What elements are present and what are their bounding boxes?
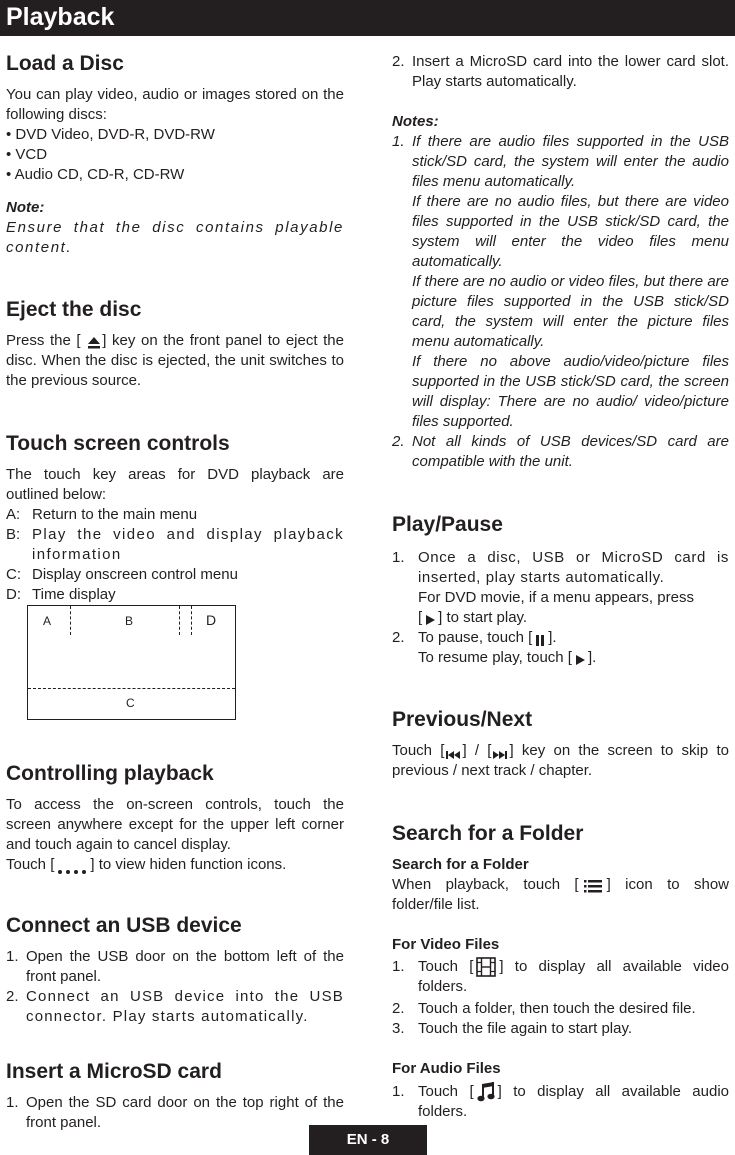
diagram-label-a: A xyxy=(43,614,52,628)
controlling-text: To access the on-screen controls, touch the screen anywhere except for the upper left corner and touch again to cancel display. xyxy=(6,796,344,853)
microsd-step: 1. Open the SD card door on the top right of the front panel. xyxy=(6,1094,344,1131)
heading-eject-disc: Eject the disc xyxy=(6,298,142,321)
video-step: 1. Touch [ ] to display all available video folders. xyxy=(392,958,729,996)
heading-insert-microsd: Insert a MicroSD card xyxy=(6,1060,222,1083)
note-paragraph: Not all kinds of USB devices/SD card are compatible with the unit. xyxy=(412,433,729,470)
controlling-touch-text: Touch [ ] to view hiden function icons. xyxy=(6,856,287,873)
play-icon xyxy=(424,612,436,624)
note-item: 1. If there are audio files supported in the USB stick/SD card, the system will enter the audio files menu automatically. If there are no audio files, but there are video files supported in the USB stick/SD card, the system will enter the video files menu automatically. If there are no audio or video files, but there are picture files supported in the USB stick/SD card, the system will enter the picture files menu automatically. If there no above audio/video/picture files supported in the USB stick/SD card, the screen will display: There are no audio/ video/picture files supported. xyxy=(392,133,729,430)
eject-text: Press the [ ] key on the front panel to eject the disc. When the disc is ejected, the unit switches to the previous source. xyxy=(6,332,344,389)
video-step: 2. Touch a folder, then touch the desired file. xyxy=(392,1000,696,1017)
audio-files-heading: For Audio Files xyxy=(392,1060,501,1077)
touch-intro: The touch key areas for DVD playback are outlined below: xyxy=(6,466,344,503)
diagram-label-c: C xyxy=(126,696,135,710)
note-paragraph: If there are no audio files, but there are video files supported in the USB stick/SD card, the system will enter the video files menu automatically. xyxy=(412,193,729,270)
page-header xyxy=(0,0,735,36)
list-icon xyxy=(584,879,602,892)
load-disc-intro: You can play video, audio or images stored on the following discs: xyxy=(6,86,344,123)
music-note-icon xyxy=(477,1082,495,1102)
pause-icon xyxy=(534,632,546,644)
heading-connect-usb: Connect an USB device xyxy=(6,914,242,937)
disc-type-item: • DVD Video, DVD-R, DVD-RW xyxy=(6,126,215,143)
page-number: EN - 8 xyxy=(309,1125,427,1155)
touch-area-item: B: Play the video and display playback information xyxy=(6,526,344,563)
previous-next-text: Touch [ ] / [ ] key on the screen to skip to previous / next track / chapter. xyxy=(392,742,729,779)
diagram-label-d: D xyxy=(206,612,217,628)
touch-area-item: A: Return to the main menu xyxy=(6,506,198,523)
disc-type-item: • VCD xyxy=(6,146,48,163)
microsd-step: 2. Insert a MicroSD card into the lower card slot. Play starts automatically. xyxy=(392,53,729,90)
play-pause-step: 1. Once a disc, USB or MicroSD card is inserted, play starts automatically. For DVD movie, if a menu appears, press [ ] to start play. xyxy=(392,549,729,626)
play-pause-step: 2. To pause, touch [ ]. To resume play, touch [ ]. xyxy=(392,629,597,666)
note-item: 2. Not all kinds of USB devices/SD card are compatible with the unit. xyxy=(392,433,729,470)
heading-controlling-playback: Controlling playback xyxy=(6,762,214,785)
note-paragraph: If there no above audio/video/picture files supported in the USB stick/SD card, the screen will display: There are no audio/ video/picture files supported. xyxy=(412,353,729,430)
note-paragraph: If there are audio files supported in the USB stick/SD card, the system will enter the audio files menu automatically. xyxy=(412,133,729,190)
heading-search-folder: Search for a Folder xyxy=(392,822,584,845)
previous-icon xyxy=(445,746,461,756)
heading-play-pause: Play/Pause xyxy=(392,513,503,536)
video-step: 3. Touch the file again to start play. xyxy=(392,1020,633,1037)
search-subheading: Search for a Folder xyxy=(392,856,529,873)
note-text: Ensure that the disc contains playable content. xyxy=(6,219,344,256)
touch-area-item: D: Time display xyxy=(6,586,116,603)
play-icon xyxy=(574,652,586,664)
page-title: Playback xyxy=(6,3,115,31)
heading-previous-next: Previous/Next xyxy=(392,708,533,731)
eject-icon xyxy=(87,335,101,348)
usb-step: 1. Open the USB door on the bottom left of the front panel. xyxy=(6,948,344,985)
notes-label: Notes: xyxy=(392,113,439,130)
search-text: When playback, touch [ ] icon to show folder/file list. xyxy=(392,876,730,913)
heading-load-disc: Load a Disc xyxy=(6,52,124,75)
video-files-heading: For Video Files xyxy=(392,936,500,953)
disc-type-item: • Audio CD, CD-R, CD-RW xyxy=(6,166,185,183)
touch-area-item: C: Display onscreen control menu xyxy=(6,566,238,583)
next-icon xyxy=(492,746,508,756)
touch-area-diagram xyxy=(27,605,236,720)
audio-step: 1. Touch [ ] to display all available audio folders. xyxy=(392,1083,729,1121)
film-icon xyxy=(476,957,496,977)
note-paragraph: If there are no audio or video files, but there are picture files supported in the USB stick/SD card, the system will enter the picture files menu automatically. xyxy=(412,273,729,350)
heading-touch-controls: Touch screen controls xyxy=(6,432,230,455)
more-icon xyxy=(56,861,88,869)
note-label: Note: xyxy=(6,199,45,216)
usb-step: 2. Connect an USB device into the USB connector. Play starts automatically. xyxy=(6,988,344,1025)
diagram-label-b: B xyxy=(125,614,134,628)
